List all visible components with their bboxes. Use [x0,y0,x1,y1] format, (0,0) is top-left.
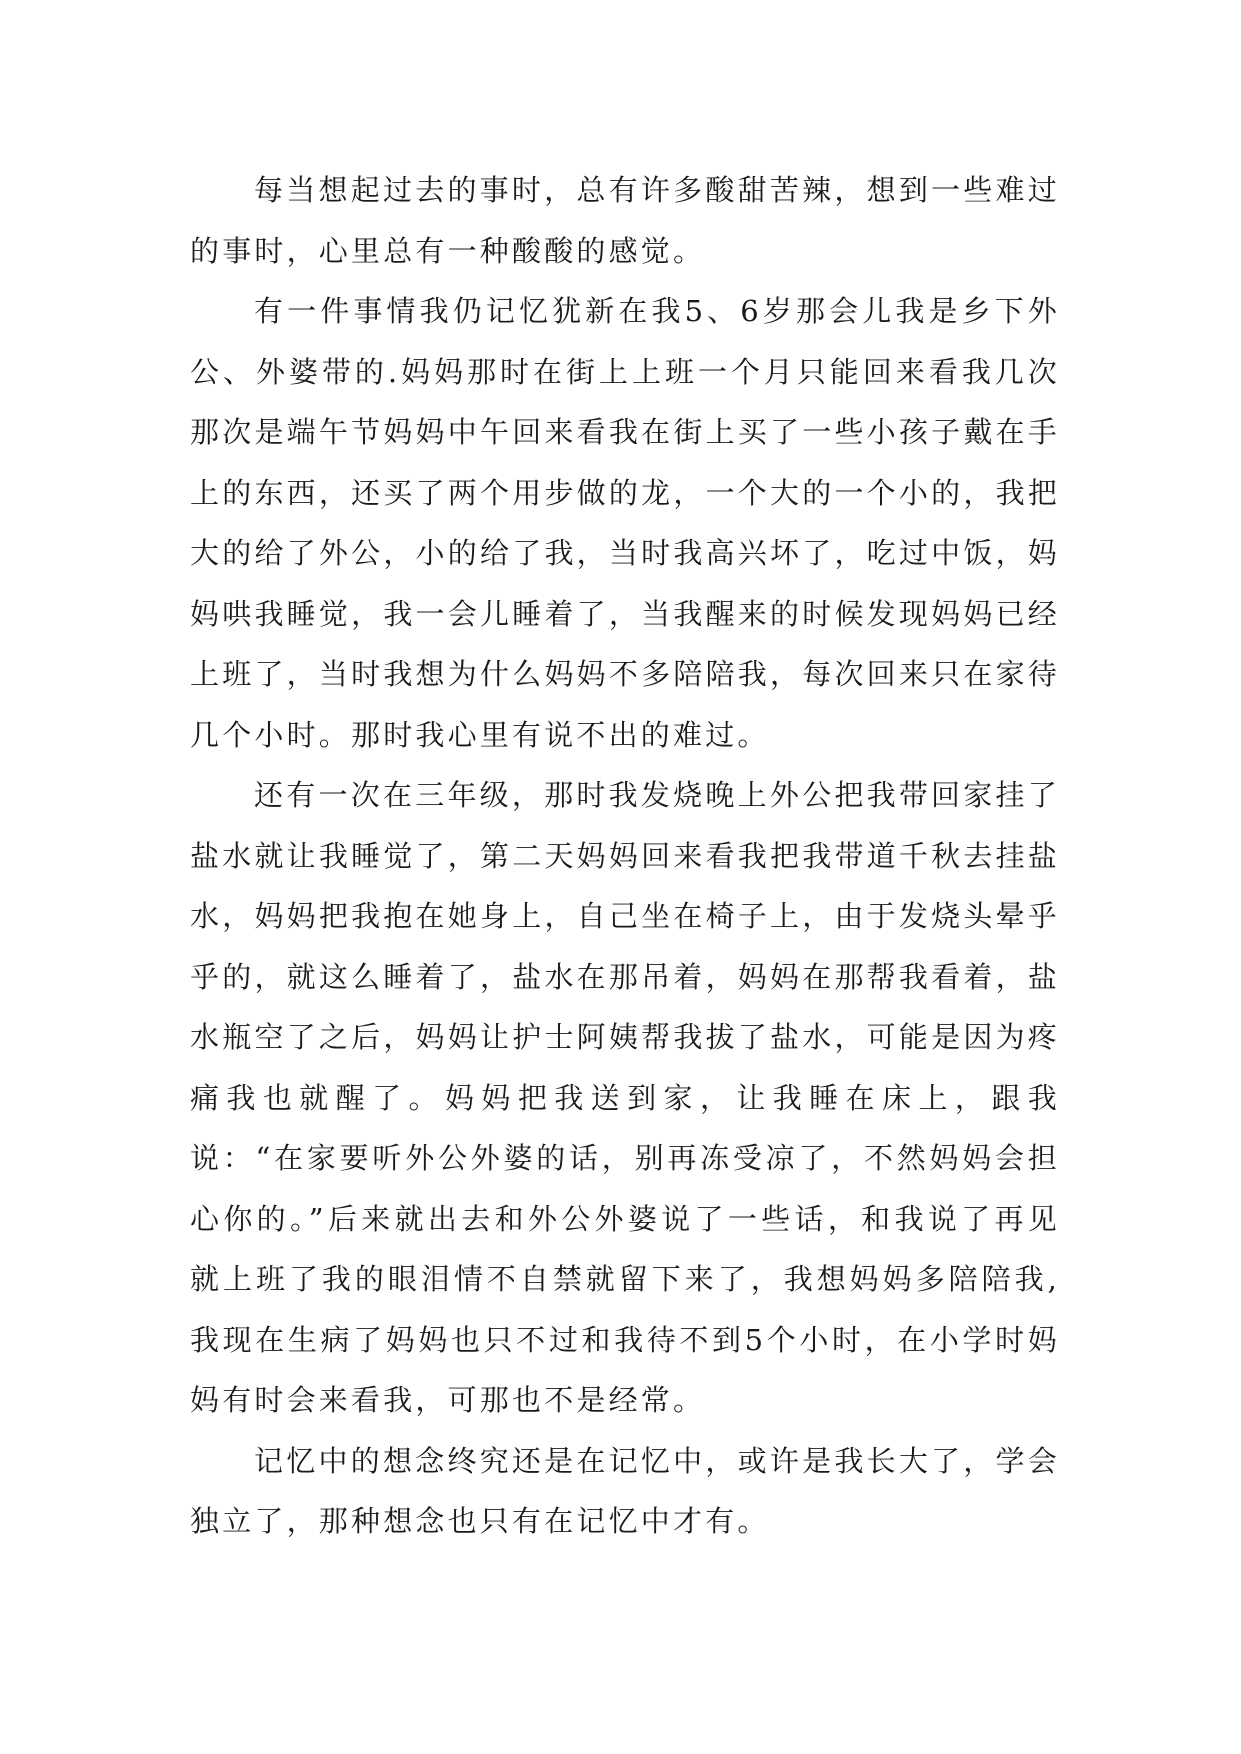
paragraph-1: 每当想起过去的事时，总有许多酸甜苦辣，想到一些难过的事时，心里总有一种酸酸的感觉。 [190,173,1060,268]
paragraph-4: 记忆中的想念终究还是在记忆中，或许是我长大了，学会独立了，那种想念也只有在记忆中才有。 [190,1443,1060,1538]
paragraph-3: 还有一次在三年级，那时我发烧晚上外公把我带回家挂了盐水就让我睡觉了，第二天妈妈回来看我把我带道千秋去挂盐水，妈妈把我抱在她身上，自己坐在椅子上，由于发烧头晕乎乎的，就这么睡着了，盐水在那吊着，妈妈在那帮我看着，盐水瓶空了之后，妈妈让护士阿姨帮我拔了盐水，可能是因为疼痛我也就醒了。妈妈把我送到家，让我睡在床上，跟我说：“在家要听外公外婆的话，别再冻受凉了，不然妈妈会担心你的。”后来就出去和外公外婆说了一些话，和我说了再见就上班了我的眼泪情不自禁就留下来了，我想妈妈多陪陪我,我现在生病了妈妈也只不过和我待不到5个小时，在小学时妈妈有时会来看我，可那也不是经常。 [190,778,1060,1417]
paragraph-2: 有一件事情我仍记忆犹新在我5、6岁那会儿我是乡下外公、外婆带的.妈妈那时在街上上班一个月只能回来看我几次那次是端午节妈妈中午回来看我在街上买了一些小孩子戴在手上的东西，还买了两个用步做的龙，一个大的一个小的，我把大的给了外公，小的给了我，当时我高兴坏了，吃过中饭，妈妈哄我睡觉，我一会儿睡着了，当我醒来的时候发现妈妈已经上班了，当时我想为什么妈妈不多陪陪我，每次回来只在家待几个小时。那时我心里有说不出的难过。 [190,294,1060,752]
document-page [190,160,1060,1552]
